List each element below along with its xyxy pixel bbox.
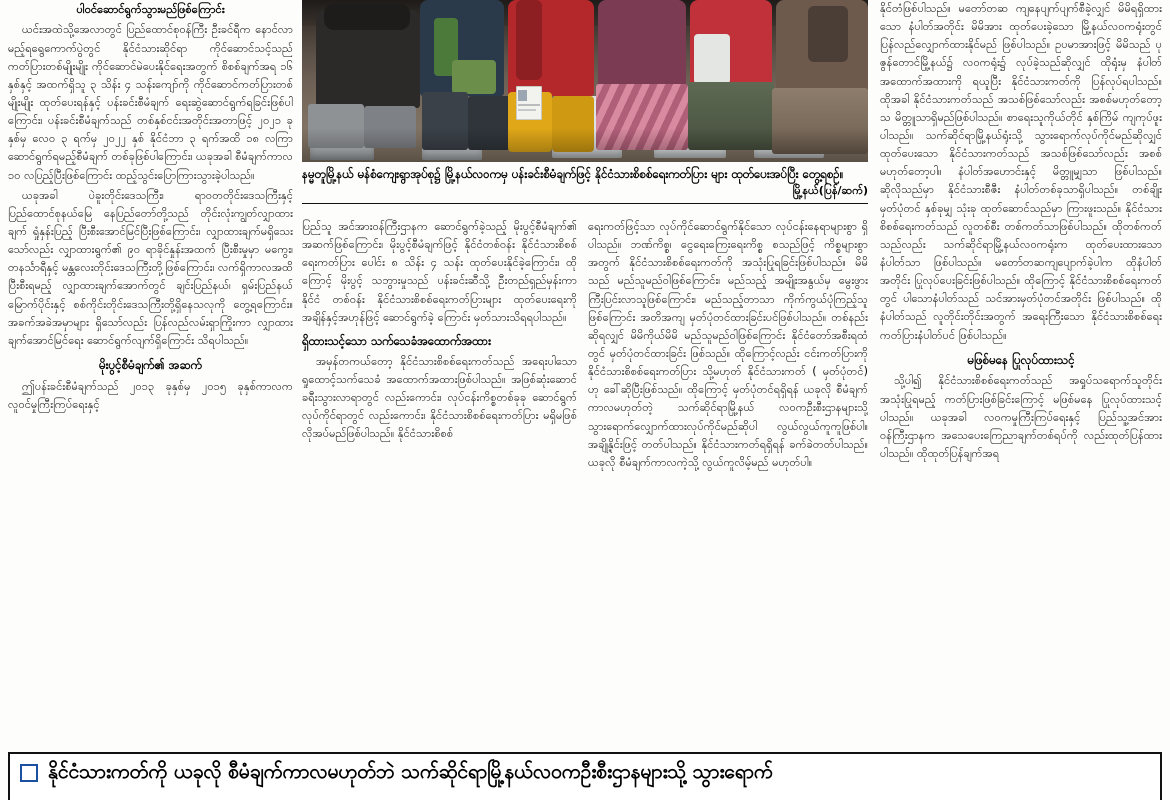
paragraph: ယင်းအထဲသို့အေလာတွင် ပြည်ထောင်စုဝန်ကြီး ဦးခင်ရီက နောင်လာမည့်ရရွေကောက်ပွဲတွင် နိုင်ငံသားဆိုင်ရာ ကိုင်ဆောင်သင့်သည် ကတ်ပြားတစ်မျိုးမျိုး ကိုင်ဆောင်မဲပေးနိုင်ရေးအတွက် စိစစ်ချက်အရ ၁၆ နှစ်နှင့် အထက်ရှိသူ ၃ သိန်း ၄ သန်းကျော်ကို ကိုင်ဆောင်ကတ်ပြားတစ်မျိုးမျိုး ထုတ်ပေးရန်နှင့် ပန်းခင်းစီမံချက် ရေးဆွဲဆောင်ရွက်ရခြင်းဖြစ်ပါကြောင်း၊ ပန်းခင်းစီမံချက်သည် တစ်နှစ်ငင်းအတိုင်းအတာဖြင့် ၂၀၂၁ ခုနှစ်မှ လေဝ ၃ ရက်မှ ၂၀၂၂ နှစ် နိုင်ငံဘာ ၃ ရက်အထိ ၁၈ လကြာ ဆောင်ရွက်ရမည့်စီမံချက် တစ်ခုဖြစ်ပါကြောင်း၊ ယခုအခါ စီမံချက်ကာလ ၁၀ လပြည့်ပြီးဖြစ်ကြောင်း ထည့်သွင်းပြောကြားသွားခဲ့ပါသည်။ (8, 23, 293, 182)
bottom-headline-box (8, 752, 1162, 800)
paragraph: ယခုအခါ ပဲခူးတိုင်းဒေသကြီး၊ ရာဝတတိုင်းဒေသကြီးနှင့် ပြည်ထောင်စုနယ်မြေ နေပြည်တော်တို့သည် တိုင်းလုံးကျွတ်လျှာထားချက် ရှုံနှန်းပြည့် ပြီးစီးအောင်မြင်ပြီးဖြစ်ကြောင်း၊ လျှာထားချက်မရှိသေးသော်လည်း လျှာထားရွက်၏ ၉၀ ရာခိုင်နှုန်းအထက် ပြီးစီးမှုမှာ မကွေး၊ တနင်္သာရီနှင့် မန္တလေးတိုင်းဒေသကြီးတို့ဖြစ်ကြောင်း၊ လက်ရှိကာလအထိ ပြီးစီးရမည့် လျှာထားချက်အောက်တွင် ချင်းပြည်နယ်၊ ရှမ်းပြည်နယ် မြောက်ပိုင်းနှင့် စစ်ကိုင်းတိုင်းဒေသကြီးတို့ရှိနေသလုကို တွေ့ရကြောင်း။ အခက်အခဲအမှာများ ရှိသော်လည်း ပြန်လည်လမ်းရှာကြိုးကာ လျှာထားချက်အောင်မြင်ရေး ဆောင်ရွက်လျက်ရှိကြောင်း သိရပါသည်။ (8, 188, 293, 347)
paragraph: သို့ပါ၍ နိုင်ငံသားစိစစ်ရေးကတ်သည် အရှုပ်သရောက်သူတိုင်း အသုံးပြုရမည့် ကတ်ပြားဖြစ်ခြင်းကြောင့် မဖြစ်မနေ ပြုလုပ်ထားသင့်ပါသည်။ ယခုအခါ လဝကမှုကြီးကြပ်ရေးနှင့် ပြည်သူ့အင်အားဝန်ကြီးဌာနက အသေပေးကြေညာချက်တစ်ရပ်ကို လည်းထုတ်ပြန်ထားပါသည်။ ထိုထုတ်ပြန်ချက်အရ (880, 374, 1162, 461)
article-column-4 (880, 0, 1162, 760)
article-column-2 (302, 0, 577, 760)
column4-subhead: မဖြစ်မနေ ပြုလုပ်ထားသင့် (967, 352, 1075, 367)
photo-caption: နမ္မတူမြို့နယ် မန်စံကျေးရွာအုပ်စု၌ မြို့နယ်လဝကမှ ပန်းခင်းစီမံချက်ဖြင့် နိုင်ငံသားစိစစ်ရေးကတ်ပြား များ ထုတ်ပေးအပ်ပြီး တွေ့ရစဉ်။ (302, 167, 844, 181)
column1-title: ပါဝင်ဆောင်ရွက်သွားမည်ဖြစ်ကြောင်း (76, 2, 225, 16)
paragraph: ပြည်သူ အင်အားဝန်ကြီးဌာနက ဆောင်ရွက်ခဲ့သည့် မိုးပွင့်စီမံချက်၏ အဆက်ဖြစ်ကြောင်း၊ မိုးပွင့်စီမံချက်ဖြင့် နိုင်ငံတစ်ဝန်း နိုင်ငံသားစိစစ်ရေးကတ်ပြား ပေါင်း ၈ သိန်း ၄ သန်း ထုတ်ပေးနိုင်ခဲ့ကြောင်း၊ ထိုကြောင့် မိုးပွင့် သဘွားမှုသည် ပန်းခင်းဆီသို့ ဦးတည်ရှည်မှန်းကာ နိုင်ငံ တစ်ဝန်း နိုင်ငံသားစိစစ်ရေးကတ်ပြားများ ထုတ်ပေးရေးကို အချိန်နှင့်အဟုန်ဖြင့် ဆောင်ရွက်ခဲ့ ကြောင်း မှတ်သားသိရရပါသည်။ (302, 220, 577, 324)
article-column-1 (8, 0, 293, 760)
photo-credit: မြို့နယ်(ပြန်/ဆက်) (792, 184, 868, 198)
article-column-3 (588, 0, 868, 760)
square-bullet-icon (20, 764, 38, 782)
column2-subhead: ရှိထားသင့်သော သက်သေခံအထောက်အထား (302, 333, 492, 348)
bottom-headline-text: နိုင်ငံသားကတ်ကို ယခုလို စီမံချက်ကာလမဟုတ်ဘဲ သက်ဆိုင်ရာမြို့နယ်လဝကဦးစီးဌာနများသို့ သွားရောက် (48, 760, 773, 783)
column1-subhead: မိုးပွင့်စီမံချက်၏ အဆက် (98, 358, 202, 372)
paragraph: နိုင်တံဖြစ်ပါသည်။ မတော်တဆ ကျနေပျက်ပျက်စီခဲ့လျှင် မိမိရရှိထားသော နံပါတ်အတိုင်း မိမိအား ထုတ်ပေးခဲ့သော မြို့နယ်လဝကရုံးတွင် ပြန်လည်လျှောက်ထားနိုင်မည် ဖြစ်ပါသည်။ ဥပမာအားဖြင့် မိမိသည် ပုဇွန်တောင်မြို့နယ်၌ လဝကရုံး၌ လုပ်ခဲ့သည်ဆိုလျှင် ထိုရုံးမှ နံပါတ်အထောက်အထားကို ရယူပြီး နိုင်ငံသားကတ်ကို ပြန်လုပ်ရပါသည်။ ထိုအခါ နိုင်ငံသားကတ်သည် အသစ်ဖြစ်သော်လည်း အစစ်မဟုတ်တော့သ မိတ္တူသာရှိမည်ဖြစ်ပါသည်။ စာရေးသူကိုယ်တိုင် နှစ်ကြိမ် ကျကုပ်ဖူးပါသည်။ သက်ဆိုင်ရာမြို့နယ်ရုံးသို့ သွားရောက်လုပ်ကိုင်မည်ဆိုလျှင် ထုတ်ပေးသော နိုင်ငံသားကတ်သည် အသစ်ဖြစ်သော်လည်း အစစ်မဟုတ်တော့ပါ။ နံပါတ်အဟောင်းနှင့် မိတ္တူမျှသာ ဖြစ်ပါသည်။ ဆိုလိုသည်မှာ နိုင်ငံသားစီဇီး နံပါတ်တစ်ခုသာရှိပါသည်။ တစ်ချိုးမှတ်ပုံတင် နှစ်ခုမျှ သုံးခု ထုတ်ဆောင်သည်မှာ ကြားဖူးသည်။ နိုင်ငံသားစိစစ်ရေးကတ်သည် လူတစ်စီး တစ်ကတ်သာဖြစ်ပါသည်။ ထိုတစ်ကတ်သည်လည်း သက်ဆိုင်ရာမြို့နယ်လဝကရုံးက ထုတ်ပေးထားသော နံပါတ်သာ ဖြစ်ပါသည်။ မတော်တဆကျပျောက်ခဲ့ပါက ထိုနံပါတ်အတိုင်း ပြုလုပ်ပေးခြင်းဖြစ်ပါသည်။ ထိုကြောင့် နိုင်ငံသားစိစစ်ရေးကတ်တွင် ပါသောနံပါတ်သည် သင်အားမှတ်ပုံတင်အတိုင်း ဖြစ်ပါသည်။ ထိုနံပါတ်သည် လူတိုင်းတိုင်းအတွက် အရေးကြီးသော နိုင်ငံသားစိစစ်ရေးကတ်ပြားနံပါတ်ပင် ဖြစ်ပါသည်။ (880, 2, 1162, 342)
paragraph: အမှန်တကယ်တော့ နိုင်ငံသားစိစစ်ရေးကတ်သည် အရေးပါသောရှုထောင့်သက်သေခံ အထောက်အထားဖြစ်ပါသည်။ အဖြစ်ဆုံးဆောင် ခရီးသွားလာရာတွင် လည်းကောင်း၊ လုပ်ငန်းကိစ္စတစ်ခုခု ဆောင်ရွက်လုပ်ကိုင်ရာတွင် လည်းကောင်း၊ နိုင်ငံသားစိစစ်ရေးကတ်ပြား မရှိမဖြစ် လိုအပ်မည်ဖြစ်ပါသည်။ နိုင်ငံသားစိစစ် (302, 354, 577, 441)
paragraph: ဤပန်းခင်းစီမံချက်သည် ၂၀၁၃ ခုနှစ်မှ ၂၀၁၅ ခုနှစ်ကာလက လူဝင်မှုကြီးကြပ်ရေးနှင့် (8, 379, 293, 411)
paragraph: ရေးကတ်ဖြင့်သာ လုပ်ကိုင်ဆောင်ရွက်နိုင်သော လုပ်ငန်းနေရာများစွာ ရှိပါသည်။ ဘဏ်ကိစ္စ၊ ငွေရေးကြေးရေးကိစ္စ စသည်ဖြင့် ကိစ္စများစွာအတွက် နိုင်ငံသားစိစစ်ရေးကတ်ကို အသုံးပြုရခြင်းဖြစ်ပါသည်။ မိမိသည် မည်သူမည်ဝါဖြစ်ကြောင်း၊ မည်သည့် အမျိုးအနွယ်မှ မွေးဖွား ကြီးပြင်းလာသူဖြစ်ကြောင်း၊ မည်သည့်တာသာ ကိုက်ကွယ်ပုံကြည့်သူဖြစ်ကြောင်း အတိအကျ မှတ်ပုံတင်ထားခြင်းပင်ဖြစ်ပါသည်။ တစ်နည်းဆိုရလျှင် မိမိကိုယ်မိမိ မည်သူမည်ဝါဖြစ်ကြောင်း နိုင်ငံတော်အစီးရထံတွင် မှတ်ပုံတင်ထားခြင်း ဖြစ်သည်။ ထိုကြောင့်လည်း ငင်းကတ်ပြားကို နိုင်ငံသားစိစစ်ရေးကတ်ပြား သို့မဟုတ် နိုင်ငံသားကတ် ( မှတ်ပုံတင်) ဟု ခေါ်ဆိုပြီးဖြစ်သည်။ ထိုကြောင့် မှတ်ပုံတင်ရရှိရန် ယခုလို စီမံချက်ကာလမဟုတ်တဲ့ သက်ဆိုင်ရာမြို့နယ် လဝကဦးစီးဌာနများသို့ သွားရောက်လျှောက်ထားလုပ်ကိုင်မည်ဆိုပါ လွယ်လွယ်ကူကူဖြစ်ပါ။ အချို့နိုင်းဖြင့် တတ်ပါသည်။ နိုင်ငံသားကတ်ရရှိရန် ခက်ခဲတတ်ပါသည်။ ယခုလို စီမံချက်ကာလကဲ့သို့ လွယ်ကူလိမ့်မည် မဟုတ်ပါ။ (588, 220, 868, 469)
